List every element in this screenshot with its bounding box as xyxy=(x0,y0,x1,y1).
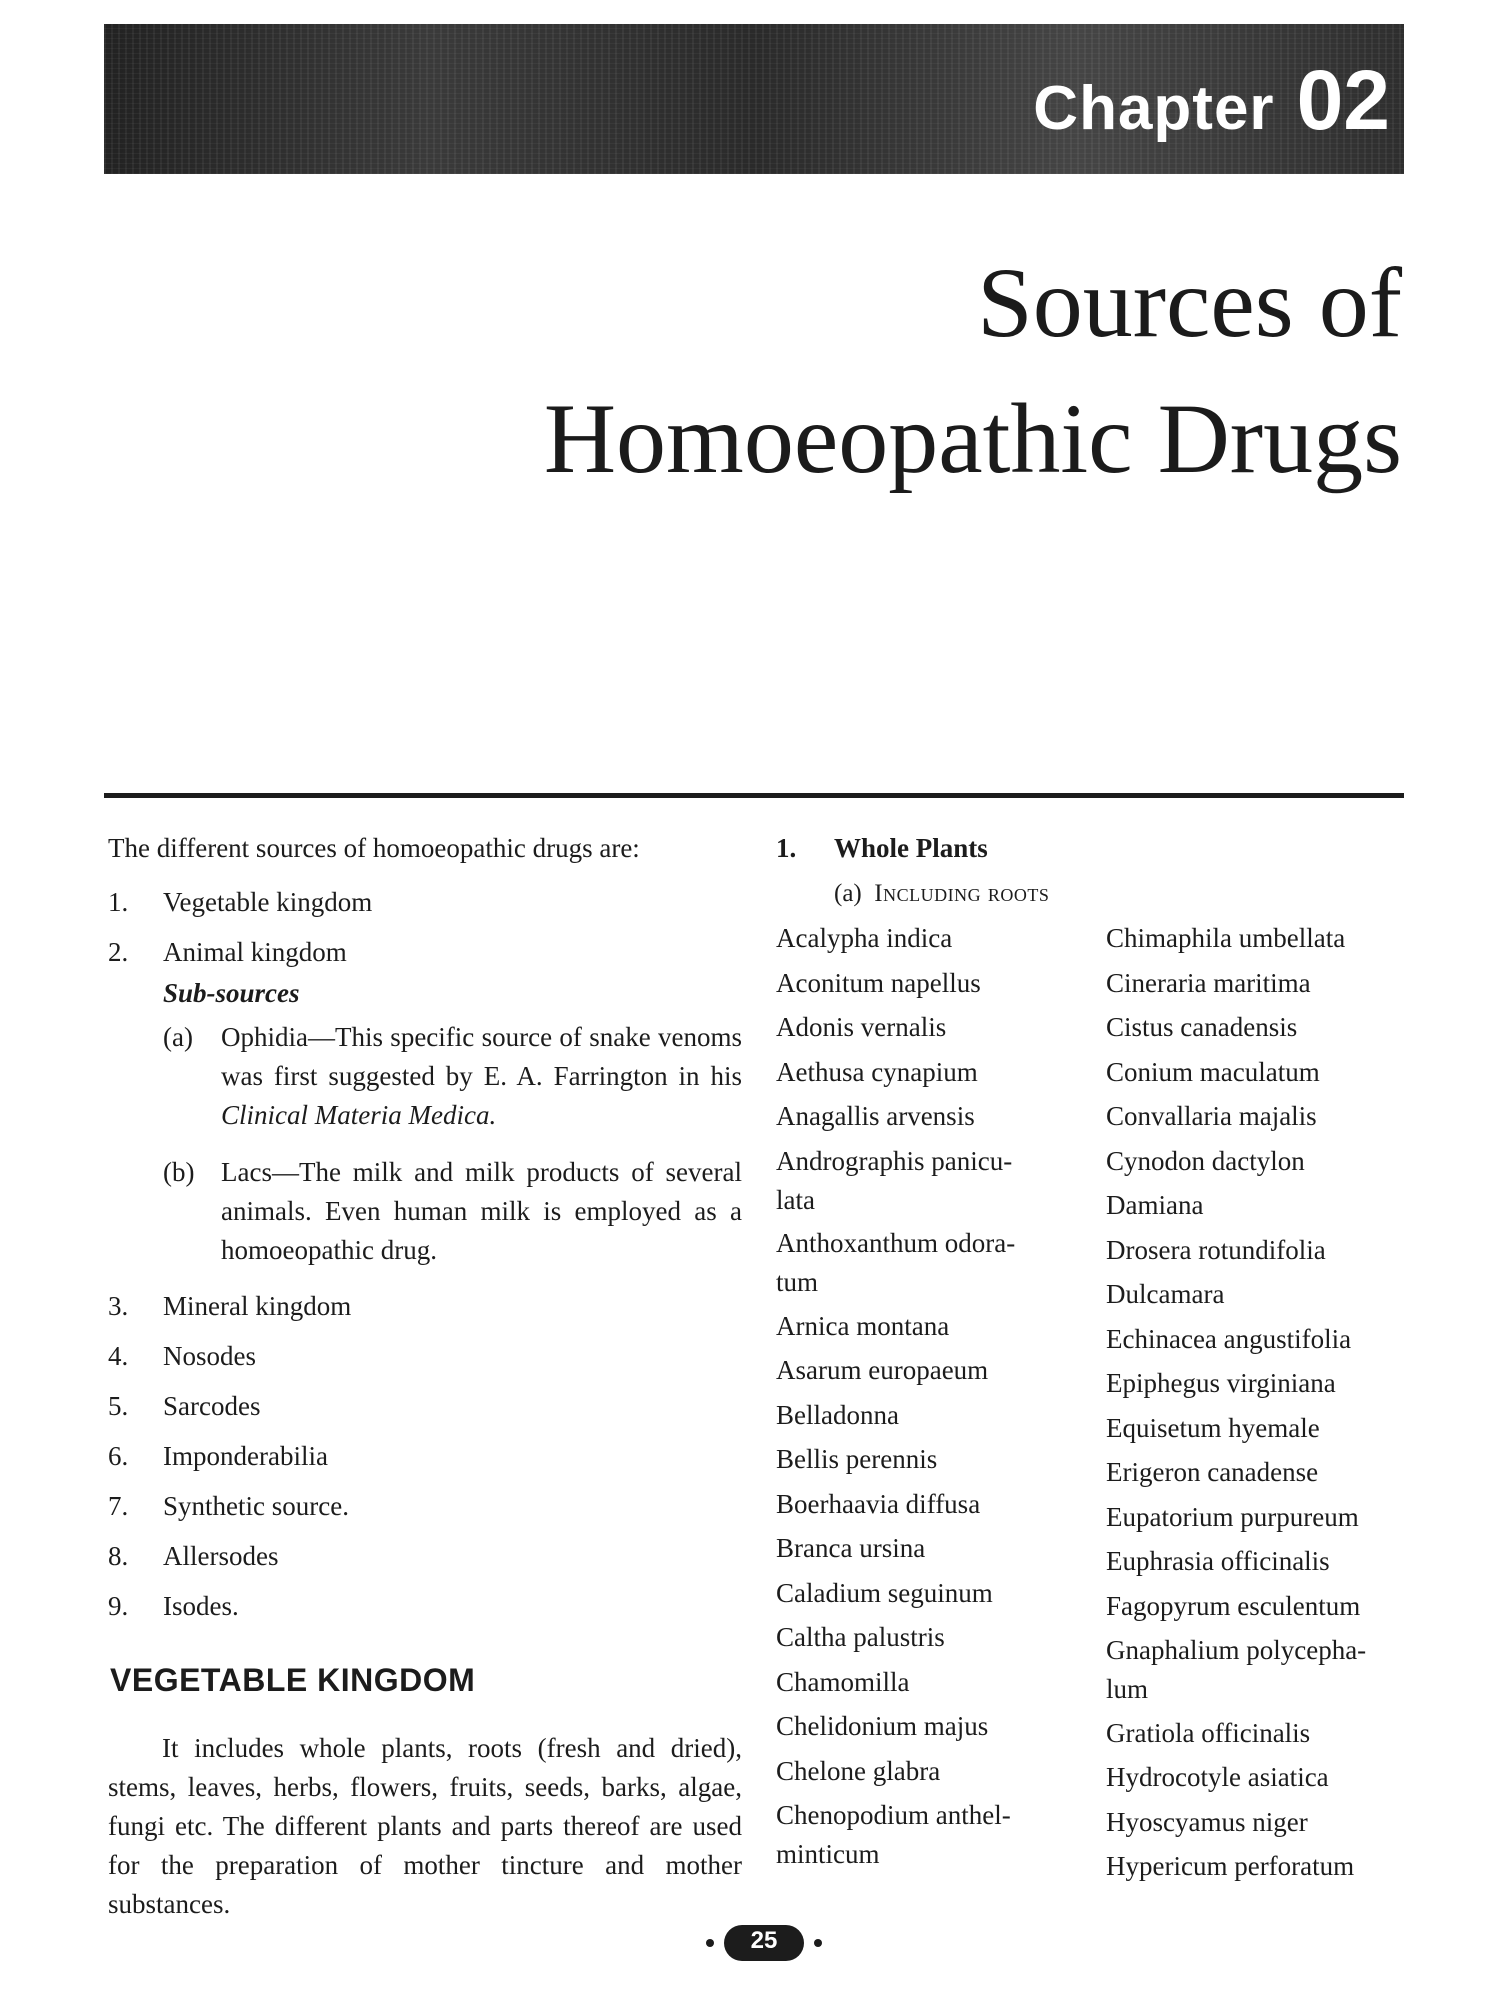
plant-name xyxy=(1106,1363,1406,1403)
plant-name-line: Caladium seguinum xyxy=(776,1577,993,1608)
list-item-label: Vegetable kingdom xyxy=(163,887,373,917)
list-item-label: Synthetic source. xyxy=(163,1491,349,1521)
plant-name-line: Gratiola officinalis xyxy=(1106,1717,1311,1748)
plant-name xyxy=(1106,963,1406,1003)
list-item xyxy=(108,934,742,970)
plant-name xyxy=(1106,1586,1406,1626)
plant-name-line: Hyoscyamus niger xyxy=(1106,1806,1308,1837)
list-item-number: 9. xyxy=(108,1591,129,1621)
sub-source-item xyxy=(163,1153,742,1270)
list-item-label: Nosodes xyxy=(163,1341,256,1371)
chapter-number: 02 xyxy=(1296,53,1390,147)
plant-name xyxy=(1106,1630,1406,1708)
plant-name xyxy=(1106,1757,1406,1797)
plant-name xyxy=(1106,1007,1406,1047)
plant-name-line: Erigeron canadense xyxy=(1106,1457,1319,1487)
plant-name-line: Echinacea angustifolia xyxy=(1106,1323,1352,1354)
plant-name-line: Boerhaavia diffusa xyxy=(776,1488,981,1519)
plant-name xyxy=(776,1484,1106,1524)
plant-name-line: Asarum europaeum xyxy=(776,1355,989,1385)
sub-source-book-title: Clinical Materia Medica. xyxy=(221,1100,497,1130)
plant-name-line: Epiphegus virginiana xyxy=(1106,1368,1336,1398)
plant-list-column-2 xyxy=(1106,918,1406,1891)
sub-sources-heading: Sub-sources xyxy=(163,978,300,1008)
plant-name-line: Chelone glabra xyxy=(776,1755,941,1786)
plant-name xyxy=(776,1007,1106,1047)
plant-name-line: Chenopodium anthel- xyxy=(776,1800,1011,1830)
list-item-number: 4. xyxy=(108,1341,129,1371)
plant-name xyxy=(776,963,1106,1003)
plant-name-line: Aethusa cynapium xyxy=(776,1056,978,1087)
plant-name xyxy=(1106,1230,1406,1270)
ornament-dot xyxy=(814,1939,822,1947)
plant-name-line: Euphrasia officinalis xyxy=(1106,1546,1330,1576)
plant-name-line: Cynodon dactylon xyxy=(1106,1145,1305,1176)
plant-name xyxy=(776,1306,1106,1346)
plant-name xyxy=(1106,1541,1406,1581)
list-item-number: 5. xyxy=(108,1391,129,1421)
chapter-title xyxy=(202,235,1402,507)
plant-name-line: Caltha palustris xyxy=(776,1622,945,1652)
plant-name-continuation: minticum xyxy=(776,1839,880,1869)
plant-name-line: Aconitum napellus xyxy=(776,967,981,998)
plant-name-line: Dulcamara xyxy=(1106,1279,1225,1309)
plant-name-line: Fagopyrum esculentum xyxy=(1106,1590,1361,1621)
plant-name xyxy=(776,1706,1106,1746)
list-item-number: 6. xyxy=(108,1441,129,1471)
sub-source-text: Lacs—The milk and milk products of several animals. Even human milk is employed as a homoeopathic drug. xyxy=(221,1157,742,1265)
list-item-label: Animal kingdom xyxy=(163,937,347,967)
subheading-number: (a) xyxy=(834,880,862,907)
including-roots-subheading xyxy=(834,876,1406,912)
plant-name xyxy=(1106,1185,1406,1225)
plant-name-line: Chelidonium majus xyxy=(776,1711,989,1741)
plant-name xyxy=(1106,1497,1406,1537)
left-column xyxy=(108,830,742,1924)
plant-name xyxy=(1106,1802,1406,1842)
plant-name xyxy=(776,1751,1106,1791)
list-item xyxy=(108,1488,742,1524)
plant-name xyxy=(776,1141,1106,1219)
plant-name-line: Branca ursina xyxy=(776,1533,926,1563)
plant-name-continuation: tum xyxy=(776,1267,819,1297)
plant-name-line: Bellis perennis xyxy=(776,1444,938,1474)
plant-name-line: Andrographis panicu- xyxy=(776,1145,1013,1176)
plant-name-line: Anagallis arvensis xyxy=(776,1101,975,1131)
list-item-number: 8. xyxy=(108,1541,129,1571)
list-item-label: Isodes. xyxy=(163,1591,239,1621)
chapter-word: Chapter xyxy=(1033,74,1275,143)
ornament-dot xyxy=(706,1939,714,1947)
list-item-number: 2. xyxy=(108,937,129,967)
section-divider xyxy=(104,793,1404,798)
plant-name xyxy=(776,1439,1106,1479)
plant-name-line: Drosera rotundifolia xyxy=(1106,1234,1326,1265)
heading-number: 1. xyxy=(776,833,797,863)
chapter-title-line1: Sources of xyxy=(977,247,1402,358)
right-column xyxy=(776,830,1406,1891)
list-item xyxy=(108,1338,742,1374)
plant-name xyxy=(1106,1452,1406,1492)
chapter-label xyxy=(1033,52,1390,149)
sub-source-number: (b) xyxy=(163,1157,195,1187)
plant-name xyxy=(776,1528,1106,1568)
list-item-number: 1. xyxy=(108,887,129,917)
plant-name xyxy=(776,1096,1106,1136)
plant-name xyxy=(1106,1052,1406,1092)
list-item-number: 7. xyxy=(108,1491,129,1521)
list-item xyxy=(108,884,742,920)
heading-label: Whole Plants xyxy=(834,833,988,863)
subheading-label: Including roots xyxy=(874,880,1050,907)
plant-name xyxy=(1106,1846,1406,1886)
plant-name-line: Hydrocotyle asiatica xyxy=(1106,1762,1329,1792)
plant-name xyxy=(1106,1713,1406,1753)
plant-list xyxy=(776,918,1406,1891)
plant-name-line: Acalypha indica xyxy=(776,923,953,953)
plant-name xyxy=(776,1617,1106,1657)
plant-name-line: Damiana xyxy=(1106,1190,1204,1220)
plant-name-line: Arnica montana xyxy=(776,1310,950,1341)
plant-name-line: Cineraria maritima xyxy=(1106,967,1311,998)
plant-name xyxy=(1106,918,1406,958)
list-item-label: Mineral kingdom xyxy=(163,1291,352,1321)
plant-name-continuation: lata xyxy=(776,1184,815,1215)
plant-name xyxy=(776,918,1106,958)
sub-source-text-main: Ophidia—This specific source of snake venoms was first suggested by E. A. Farrington in his xyxy=(221,1022,742,1091)
chapter-banner xyxy=(104,24,1404,174)
list-item xyxy=(108,1588,742,1624)
plant-name-continuation: lum xyxy=(1106,1674,1149,1704)
list-item-label: Imponderabilia xyxy=(163,1441,328,1471)
plant-name xyxy=(1106,1096,1406,1136)
plant-name-line: Convallaria majalis xyxy=(1106,1101,1317,1131)
intro-text: The different sources of homoeopathic drugs are: xyxy=(108,833,640,863)
plant-name xyxy=(1106,1141,1406,1181)
plant-name-line: Chamomilla xyxy=(776,1666,910,1697)
plant-name-line: Anthoxanthum odora- xyxy=(776,1228,1016,1258)
plant-name-line: Chimaphila umbellata xyxy=(1106,923,1346,953)
whole-plants-heading xyxy=(776,830,1406,866)
plant-name xyxy=(776,1795,1106,1873)
section-heading: VEGETABLE KINGDOM xyxy=(110,1662,476,1698)
plant-name xyxy=(776,1052,1106,1092)
plant-list-column-1 xyxy=(776,918,1106,1891)
section-paragraph: It includes whole plants, roots (fresh and dried), stems, leaves, herbs, flowers, fruits, seeds, barks, algae, fungi etc. The different plants and parts thereof are used for the preparation of mother tincture and mother substances. xyxy=(108,1733,742,1919)
list-item xyxy=(108,1388,742,1424)
plant-name-line: Eupatorium purpureum xyxy=(1106,1501,1359,1532)
list-item xyxy=(108,1538,742,1574)
sub-source-text xyxy=(221,1018,742,1135)
plant-name-line: Cistus canadensis xyxy=(1106,1012,1298,1042)
plant-name-line: Gnaphalium polycepha- xyxy=(1106,1635,1367,1665)
plant-name-line: Adonis vernalis xyxy=(776,1012,947,1042)
chapter-title-line2: Homoeopathic Drugs xyxy=(543,383,1402,494)
plant-name xyxy=(776,1573,1106,1613)
list-item-label: Sarcodes xyxy=(163,1391,261,1421)
plant-name xyxy=(776,1395,1106,1435)
page-number: 25 xyxy=(750,1927,778,1954)
plant-name xyxy=(776,1662,1106,1702)
plant-name xyxy=(1106,1319,1406,1359)
plant-name xyxy=(1106,1274,1406,1314)
plant-name xyxy=(776,1223,1106,1301)
sub-source-item xyxy=(163,1018,742,1135)
plant-name-line: Hypericum perforatum xyxy=(1106,1851,1355,1881)
page-number-badge xyxy=(706,1923,822,1963)
plant-name xyxy=(776,1350,1106,1390)
list-item-number: 3. xyxy=(108,1291,129,1321)
list-item xyxy=(108,1438,742,1474)
plant-name-line: Belladonna xyxy=(776,1399,899,1430)
plant-name-line: Conium maculatum xyxy=(1106,1056,1320,1087)
sub-source-number: (a) xyxy=(163,1022,193,1052)
list-item xyxy=(108,1288,742,1324)
plant-name-line: Equisetum hyemale xyxy=(1106,1412,1320,1443)
plant-name xyxy=(1106,1408,1406,1448)
list-item-label: Allersodes xyxy=(163,1541,279,1571)
